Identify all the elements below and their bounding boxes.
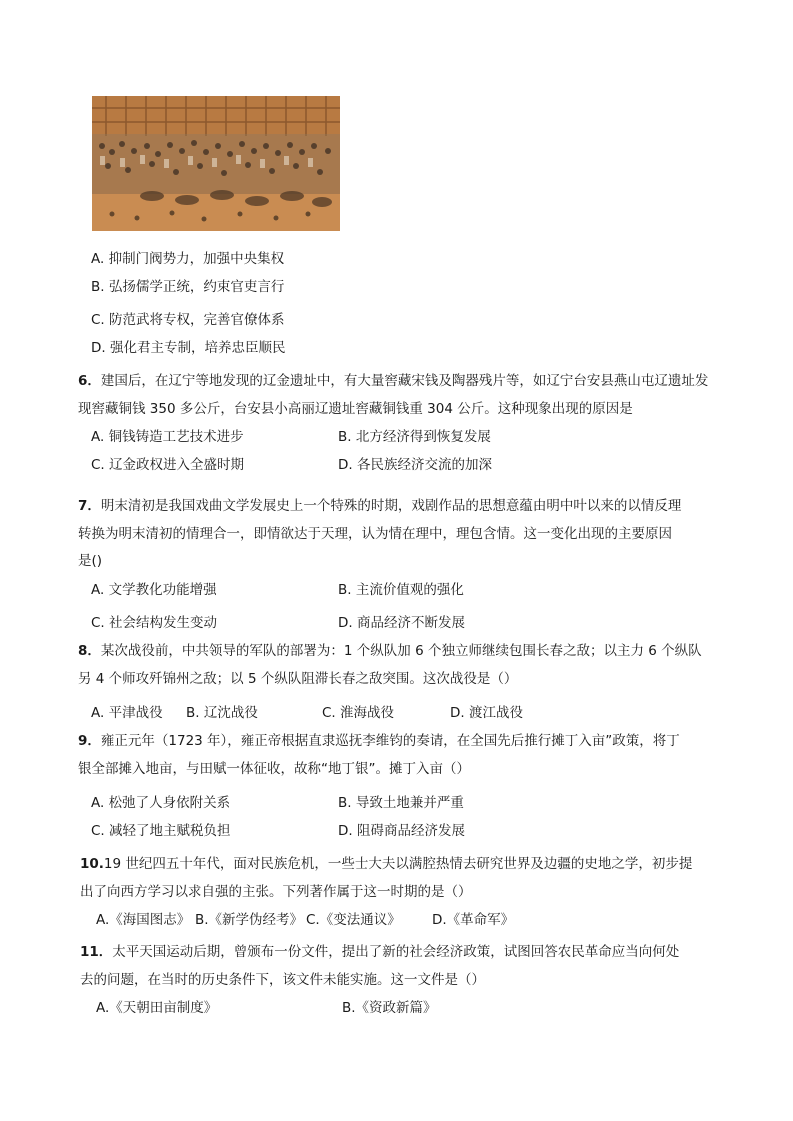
q9-option-b: B. 导致土地兼并严重 <box>338 795 464 811</box>
q10-option-c: C.《变法通议》 <box>306 912 401 928</box>
q8-option-c: C. 淮海战役 <box>322 705 395 721</box>
q8-number: 8． <box>78 643 101 659</box>
q8-stem-line1 <box>78 642 702 660</box>
q7-option-a: A. 文学教化功能增强 <box>91 582 217 598</box>
q8-option-a: A. 平津战役 <box>91 705 163 721</box>
q6-option-c: C. 辽金政权进入全盛时期 <box>91 457 245 473</box>
q10-option-d: D.《革命军》 <box>432 912 515 928</box>
q8-option-b: B. 辽沈战役 <box>186 705 258 721</box>
q10-option-a: A.《海国图志》 <box>96 912 191 928</box>
q7-number: 7． <box>78 498 101 514</box>
q9-option-c: C. 减轻了地主赋税负担 <box>91 823 231 839</box>
q9-stem-line1 <box>78 732 680 750</box>
q7-option-b: B. 主流价值观的强化 <box>338 582 464 598</box>
q11-stem-line2: 去的问题，在当时的历史条件下，该文件未能实施。这一文件是（） <box>80 972 485 988</box>
q5-option-c: C. 防范武将专权，完善官僚体系 <box>91 312 285 328</box>
q10-number: 10. <box>80 856 104 872</box>
q6-text-line1: 建国后，在辽宁等地发现的辽金遗址中，有大量窖藏宋钱及陶器残片等，如辽宁台安县燕山屯辽遗址发 <box>100 373 709 389</box>
q7-stem-line1 <box>78 497 681 515</box>
painting-image <box>92 96 340 231</box>
q11-number: 11． <box>80 944 113 960</box>
q6-number: 6． <box>78 373 101 389</box>
q9-stem-line2: 银全部摊入地亩，与田赋一体征收，故称“地丁银”。摊丁入亩（） <box>78 761 470 777</box>
q10-stem-line1 <box>80 855 692 873</box>
q7-stem-line2: 转换为明末清初的情理合一，即情欲达于天理，认为情在理中，理包含情。这一变化出现的主要原因 <box>78 526 672 542</box>
q6-option-d: D. 各民族经济交流的加深 <box>338 457 492 473</box>
q8-stem-line2: 另 4 个师攻歼锦州之敌；以 5 个纵队阻滞长春之敌突围。这次战役是（） <box>78 671 518 687</box>
q9-text-line1: 雍正元年（1723 年），雍正帝根据直隶巡抚李维钧的奏请，在全国先后推行摊丁入亩”政策，将丁 <box>100 733 680 749</box>
q6-stem-line2: 现窖藏铜钱 350 多公斤，台安县小高丽辽遗址窖藏铜钱重 304 公斤。这种现象出现的原因是 <box>78 401 633 417</box>
q10-option-b: B.《新学伪经考》 <box>195 912 304 928</box>
q11-option-a: A.《天朝田亩制度》 <box>96 1000 218 1016</box>
q7-option-d: D. 商品经济不断发展 <box>338 615 465 631</box>
q6-stem-line1 <box>78 372 708 390</box>
q11-stem-line1 <box>80 943 679 961</box>
q7-stem-line3: 是() <box>78 553 103 569</box>
q5-option-a: A. 抑制门阀势力，加强中央集权 <box>91 251 285 267</box>
q5-option-b: B. 弘扬儒学正统，约束官吏言行 <box>91 279 285 295</box>
q6-option-b: B. 北方经济得到恢复发展 <box>338 429 491 445</box>
q8-text-line1: 某次战役前，中共领导的军队的部署为：1 个纵队加 6 个独立师继续包围长春之敌；以主力 6 个纵队 <box>100 643 702 659</box>
q11-option-b: B.《资政新篇》 <box>342 1000 437 1016</box>
q8-option-d: D. 渡江战役 <box>450 705 523 721</box>
q5-option-d: D. 强化君主专制，培养忠臣顺民 <box>91 340 286 356</box>
q6-option-a: A. 铜钱铸造工艺技术进步 <box>91 429 244 445</box>
q9-number: 9． <box>78 733 101 749</box>
q11-text-line1: 太平天国运动后期，曾颁布一份文件，提出了新的社会经济政策，试图回答农民革命应当向何处 <box>112 944 680 960</box>
q7-text-line1: 明末清初是我国戏曲文学发展史上一个特殊的时期，戏剧作品的思想意蕴由明中叶以来的以情反理 <box>100 498 682 514</box>
q9-option-a: A. 松弛了人身依附关系 <box>91 795 231 811</box>
q10-stem-line2: 出了向西方学习以求自强的主张。下列著作属于这一时期的是（） <box>80 884 472 900</box>
q9-option-d: D. 阻碍商品经济发展 <box>338 823 465 839</box>
q7-option-c: C. 社会结构发生变动 <box>91 615 218 631</box>
q10-text-line1: 19 世纪四五十年代，面对民族危机，一些士大夫以满腔热情去研究世界及边疆的史地之学，初步提 <box>103 856 693 872</box>
